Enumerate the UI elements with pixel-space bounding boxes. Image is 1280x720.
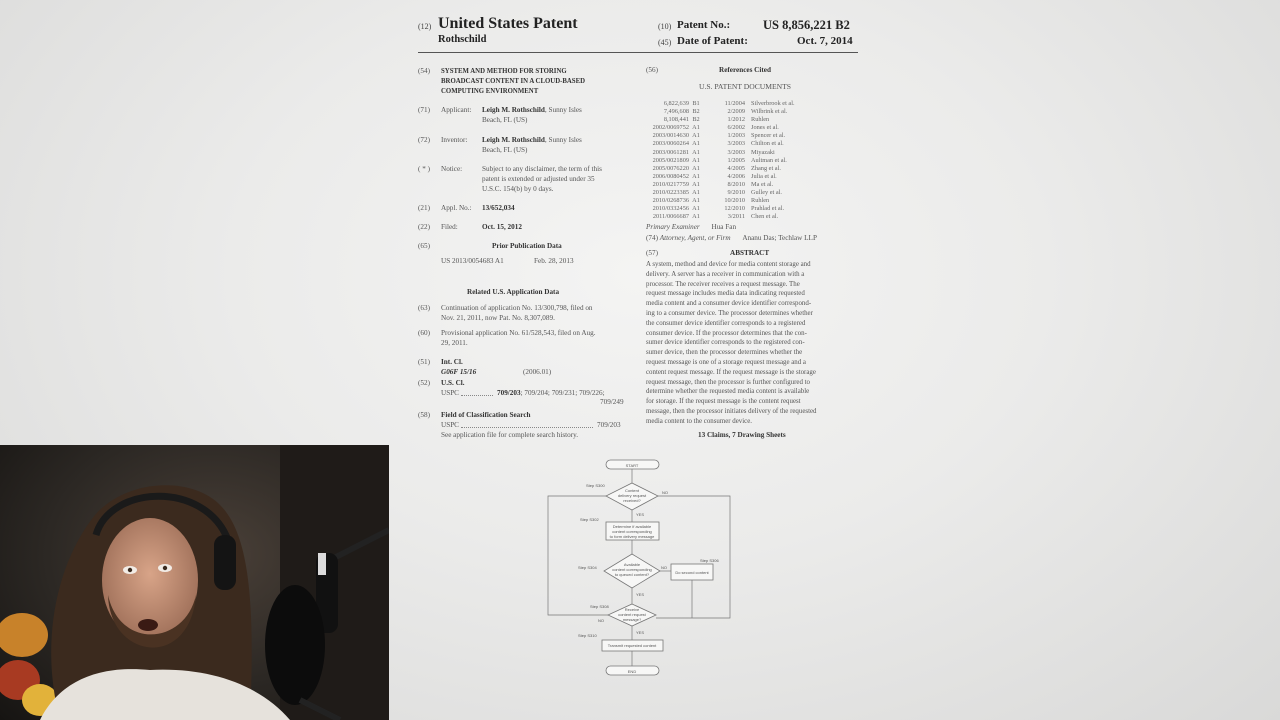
reference-no: 2010/0268736 <box>652 197 689 205</box>
flow-b2-text: Transmit requested content <box>607 643 657 648</box>
date-of-patent: Oct. 7, 2014 <box>797 35 853 47</box>
patent-number: US 8,856,221 B2 <box>763 18 850 32</box>
related-data-heading: Related U.S. Application Data <box>467 288 560 296</box>
code-74: (74) <box>646 234 658 242</box>
reference-date: 2/2009 <box>727 108 745 116</box>
reference-kind: A1 <box>692 189 700 197</box>
abstract-line: A system, method and device for media content storage and <box>646 261 811 268</box>
flow-d2-text: to queued content? <box>614 572 650 577</box>
filed-label: Filed: <box>441 223 458 231</box>
field-uspc-value: 709/203 <box>597 421 621 429</box>
reference-date: 6/2002 <box>727 124 745 132</box>
reference-name: Ruhlen <box>751 197 770 205</box>
prior-pub-date: Feb. 28, 2013 <box>534 257 574 265</box>
flow-d1-text: received? <box>623 498 641 503</box>
reference-row <box>649 140 821 148</box>
applicant-name: Leigh M. Rothschild <box>482 106 545 114</box>
reference-name: Silverbrook et al. <box>751 100 795 107</box>
abstract-line: processor. The receiver receives a request message. The <box>646 280 800 288</box>
us-cl-values <box>497 389 605 399</box>
int-cl-code: G06F 15/16 <box>441 368 477 376</box>
reference-date: 3/2003 <box>727 148 745 156</box>
reference-name: Julia et al. <box>751 172 777 180</box>
reference-no: 8,108,441 <box>663 116 689 124</box>
reference-name: Zhang et al. <box>751 164 781 172</box>
abstract-line: delivery. A server has a receiver in communication with a <box>646 270 805 278</box>
provisional-line: 29, 2011. <box>441 338 468 347</box>
abstract-line: message, then the processor initiates delivery of the requested <box>646 407 817 415</box>
us-cl-secondary: ; 709/204; 709/231; 709/226; <box>520 389 605 397</box>
code-22: (22) <box>418 223 430 231</box>
reference-name: Chen et al. <box>751 213 779 221</box>
reference-row <box>649 149 821 157</box>
reference-date: 9/2010 <box>727 189 745 197</box>
reference-kind: A1 <box>692 148 700 156</box>
prior-pub-heading: Prior Publication Data <box>492 242 562 250</box>
flow-d2-text: content corresponding <box>612 567 652 572</box>
reference-name: Chilton et al. <box>751 140 784 148</box>
reference-name: Prahlad et al. <box>751 205 785 213</box>
code-71: (71) <box>418 106 430 114</box>
flow-yes-label: YES <box>636 592 645 597</box>
filed-value: Oct. 15, 2012 <box>482 223 522 231</box>
reference-kind: A1 <box>692 180 700 188</box>
reference-no: 2006/0080452 <box>652 172 689 180</box>
inventor-name: Leigh M. Rothschild <box>482 136 545 144</box>
reference-kind: A1 <box>692 164 700 172</box>
reference-row <box>649 173 821 181</box>
date-of-patent-label: Date of Patent: <box>677 35 748 47</box>
us-cl-values-line2: 709/249 <box>600 398 624 406</box>
applicant-location: , Sunny Isles <box>544 106 582 114</box>
reference-kind: A1 <box>692 197 700 205</box>
reference-no: 2003/0014630 <box>652 132 689 140</box>
reference-row <box>649 157 821 165</box>
code-notice: ( * ) <box>418 165 430 173</box>
reference-kind: A1 <box>692 132 700 140</box>
reference-name: Wilbrink et al. <box>751 108 788 116</box>
flow-d1-text: Content <box>624 488 640 493</box>
primary-examiner <box>646 223 736 233</box>
abstract-line: request message, then the processor is further configured to <box>646 378 810 386</box>
primary-examiner-name: Hua Fan <box>711 223 737 231</box>
invention-title <box>441 67 585 96</box>
us-cl-label: U.S. Cl. <box>441 379 465 387</box>
flow-d1-text: delivery request <box>617 493 647 498</box>
streamer-video-frame <box>0 445 389 720</box>
code-58: (58) <box>418 411 430 419</box>
patent-title: United States Patent <box>438 15 578 32</box>
reference-kind: A1 <box>692 156 700 164</box>
reference-no: 2003/0061281 <box>652 148 689 156</box>
abstract-line: sumer device identifier corresponds to the registered con- <box>646 339 805 347</box>
reference-row <box>649 213 821 221</box>
reference-date: 1/2012 <box>727 116 745 124</box>
flow-start-label: START <box>625 463 639 468</box>
prior-pub-number: US 2013/0054683 A1 <box>441 257 504 265</box>
continuation-line: Nov. 21, 2011, now Pat. No. 8,307,089. <box>441 313 555 322</box>
reference-no: 2010/0332456 <box>652 205 689 213</box>
field-of-search-heading: Field of Classification Search <box>441 411 531 419</box>
representative-flowchart <box>540 456 740 680</box>
notice-text <box>482 165 602 194</box>
notice-line: patent is extended or adjusted under 35 <box>482 174 595 183</box>
reference-name: Jones et al. <box>751 124 779 132</box>
attorney-label: Attorney, Agent, or Firm <box>659 234 731 242</box>
header-code-10: (10) <box>658 22 672 31</box>
reference-no: 6,822,639 <box>663 100 689 107</box>
header-code-45: (45) <box>658 38 672 47</box>
abstract-text <box>646 260 858 427</box>
reference-row <box>649 189 821 197</box>
reference-date: 4/2006 <box>727 172 745 180</box>
reference-no: 7,496,608 <box>663 108 689 116</box>
reference-date: 11/2004 <box>724 100 745 107</box>
flow-no-label: NO <box>661 565 667 570</box>
inventor-value <box>482 136 582 156</box>
flow-step-label: Step S304 <box>578 565 597 570</box>
reference-row <box>649 132 821 140</box>
us-patent-docs-heading: U.S. PATENT DOCUMENTS <box>699 82 791 91</box>
code-56: (56) <box>646 66 658 74</box>
code-60: (60) <box>418 329 430 337</box>
reference-kind: B1 <box>692 100 700 107</box>
reference-date: 3/2003 <box>727 140 745 148</box>
us-cl-primary: 709/203 <box>497 389 521 397</box>
notice-line: U.S.C. 154(b) by 0 days. <box>482 184 554 193</box>
inventor-label: Inventor: <box>441 136 468 144</box>
reference-name: Spencer et al. <box>751 132 786 140</box>
code-51: (51) <box>418 358 430 366</box>
provisional-line: Provisional application No. 61/528,543, filed on Aug. <box>441 329 596 337</box>
reference-kind: B2 <box>692 108 700 116</box>
provisional-text <box>441 329 596 349</box>
reference-no: 2005/0021809 <box>652 156 689 164</box>
reference-kind: A1 <box>692 213 700 221</box>
header-divider <box>418 52 858 53</box>
reference-no: 2003/0060264 <box>652 140 689 148</box>
attorney-name: Ananu Das; Techlaw LLP <box>742 234 817 242</box>
inventor-location: Beach, FL (US) <box>482 145 528 154</box>
applicant-location: Beach, FL (US) <box>482 115 528 124</box>
attorney <box>646 234 817 244</box>
patent-no-label: Patent No.: <box>677 19 731 31</box>
code-72: (72) <box>418 136 430 144</box>
reference-name: Miyazaki <box>751 148 775 156</box>
continuation-line: Continuation of application No. 13/300,798, filed on <box>441 304 593 312</box>
reference-name: Ruhlen <box>751 116 770 124</box>
flow-b1-text: Determine if available <box>612 524 652 529</box>
reference-name: Gulley et al. <box>751 189 782 197</box>
applicant-label: Applicant: <box>441 106 472 114</box>
flow-step-label: Step S306 <box>700 558 719 563</box>
primary-examiner-label: Primary Examiner <box>646 223 700 231</box>
inventor-location: , Sunny Isles <box>544 136 582 144</box>
flow-d2-text: Available <box>623 562 641 567</box>
webcam-overlay <box>0 445 389 720</box>
int-cl-year: (2006.01) <box>523 368 552 376</box>
leader-dots <box>461 427 593 428</box>
uspc-label: USPC <box>441 389 459 397</box>
abstract-line: ing to a consumer device. The processor determines whether <box>646 309 813 317</box>
appl-no-label: Appl. No.: <box>441 204 472 212</box>
code-52: (52) <box>418 379 430 387</box>
reference-row <box>649 116 821 124</box>
abstract-line: consumer device. If the processor determines that the con- <box>646 329 807 337</box>
reference-no: 2011/0066687 <box>652 213 689 221</box>
flow-no-label: NO <box>598 618 604 623</box>
reference-kind: A1 <box>692 205 700 213</box>
reference-name: Ma et al. <box>751 180 774 188</box>
flow-d3-text: content request <box>618 612 646 617</box>
flow-d3-text: message? <box>622 617 642 622</box>
abstract-line: media content to the consumer device. <box>646 417 753 425</box>
abstract-line: determine whether the requested media content is available <box>646 388 810 396</box>
notice-line: Subject to any disclaimer, the term of this <box>482 165 602 173</box>
references-list <box>649 100 821 221</box>
code-57: (57) <box>646 249 658 257</box>
reference-date: 12/2010 <box>724 205 745 213</box>
continuation-text <box>441 304 593 324</box>
invention-title-line: COMPUTING ENVIRONMENT <box>441 87 539 95</box>
abstract-line: request message is one of a storage request message and a <box>646 358 806 366</box>
reference-no: 2010/0223385 <box>652 189 689 197</box>
abstract-line: sumer device, then the processor determines whether the <box>646 349 803 357</box>
appl-no-value: 13/652,034 <box>482 204 515 212</box>
claims-summary: 13 Claims, 7 Drawing Sheets <box>698 431 786 439</box>
references-heading: References Cited <box>719 66 771 74</box>
flow-b1-text: content corresponding <box>612 529 652 534</box>
flow-yes-label: YES <box>636 630 645 635</box>
flow-d3-text: Receive <box>624 607 640 612</box>
reference-row <box>649 108 821 116</box>
reference-date: 8/2010 <box>727 180 745 188</box>
reference-date: 4/2005 <box>727 164 745 172</box>
abstract-line: request message includes media data indicating requested <box>646 290 805 298</box>
flow-step-label: Step S300 <box>586 483 605 488</box>
reference-date: 1/2005 <box>727 156 745 164</box>
flow-b1-text: to form delivery message <box>609 534 655 539</box>
reference-kind: A1 <box>692 140 700 148</box>
reference-row <box>649 181 821 189</box>
int-cl-label: Int. Cl. <box>441 358 463 366</box>
reference-name: Aultman et al. <box>751 156 787 164</box>
flow-side-box-text: Do second content <box>675 570 709 575</box>
abstract-heading: ABSTRACT <box>730 249 770 257</box>
patent-document <box>416 14 860 454</box>
reference-row <box>649 165 821 173</box>
flow-step-label: Step S308 <box>590 604 609 609</box>
applicant-value <box>482 106 582 126</box>
reference-no: 2002/0069752 <box>652 124 689 132</box>
inventor-surname: Rothschild <box>438 34 487 45</box>
field-note: See application file for complete search history. <box>441 431 579 439</box>
header-code-12: (12) <box>418 22 432 31</box>
flow-end-label: END <box>627 669 637 674</box>
abstract-line: for storage. If the request message is the content request <box>646 398 801 406</box>
flow-yes-label: YES <box>636 512 645 517</box>
code-21: (21) <box>418 204 430 212</box>
invention-title-line: BROADCAST CONTENT IN A CLOUD-BASED <box>441 77 586 85</box>
leader-dots <box>461 395 493 396</box>
code-54: (54) <box>418 67 430 75</box>
flow-no-label: NO <box>662 490 668 495</box>
reference-no: 2005/0076220 <box>652 164 689 172</box>
flow-step-label: Step S310 <box>578 633 597 638</box>
reference-date: 3/2011 <box>727 213 745 221</box>
code-63: (63) <box>418 304 430 312</box>
reference-date: 1/2003 <box>727 132 745 140</box>
abstract-line: media content and a consumer device identifier correspond- <box>646 300 812 308</box>
reference-row <box>649 205 821 213</box>
field-uspc-label: USPC <box>441 421 459 429</box>
invention-title-line: SYSTEM AND METHOD FOR STORING <box>441 68 567 75</box>
notice-label: Notice: <box>441 165 463 173</box>
code-65: (65) <box>418 242 430 250</box>
reference-no: 2010/0217759 <box>652 180 689 188</box>
reference-row <box>649 124 821 132</box>
reference-row <box>649 100 821 108</box>
reference-kind: A1 <box>692 172 700 180</box>
abstract-line: content request message. If the request message is the storage <box>646 368 816 376</box>
reference-kind: A1 <box>692 124 700 132</box>
abstract-line: the consumer device identifier corresponds to a registered <box>646 319 806 327</box>
flow-step-label: Step S302 <box>580 517 599 522</box>
reference-row <box>649 197 821 205</box>
reference-date: 10/2010 <box>724 197 745 205</box>
reference-kind: B2 <box>692 116 700 124</box>
